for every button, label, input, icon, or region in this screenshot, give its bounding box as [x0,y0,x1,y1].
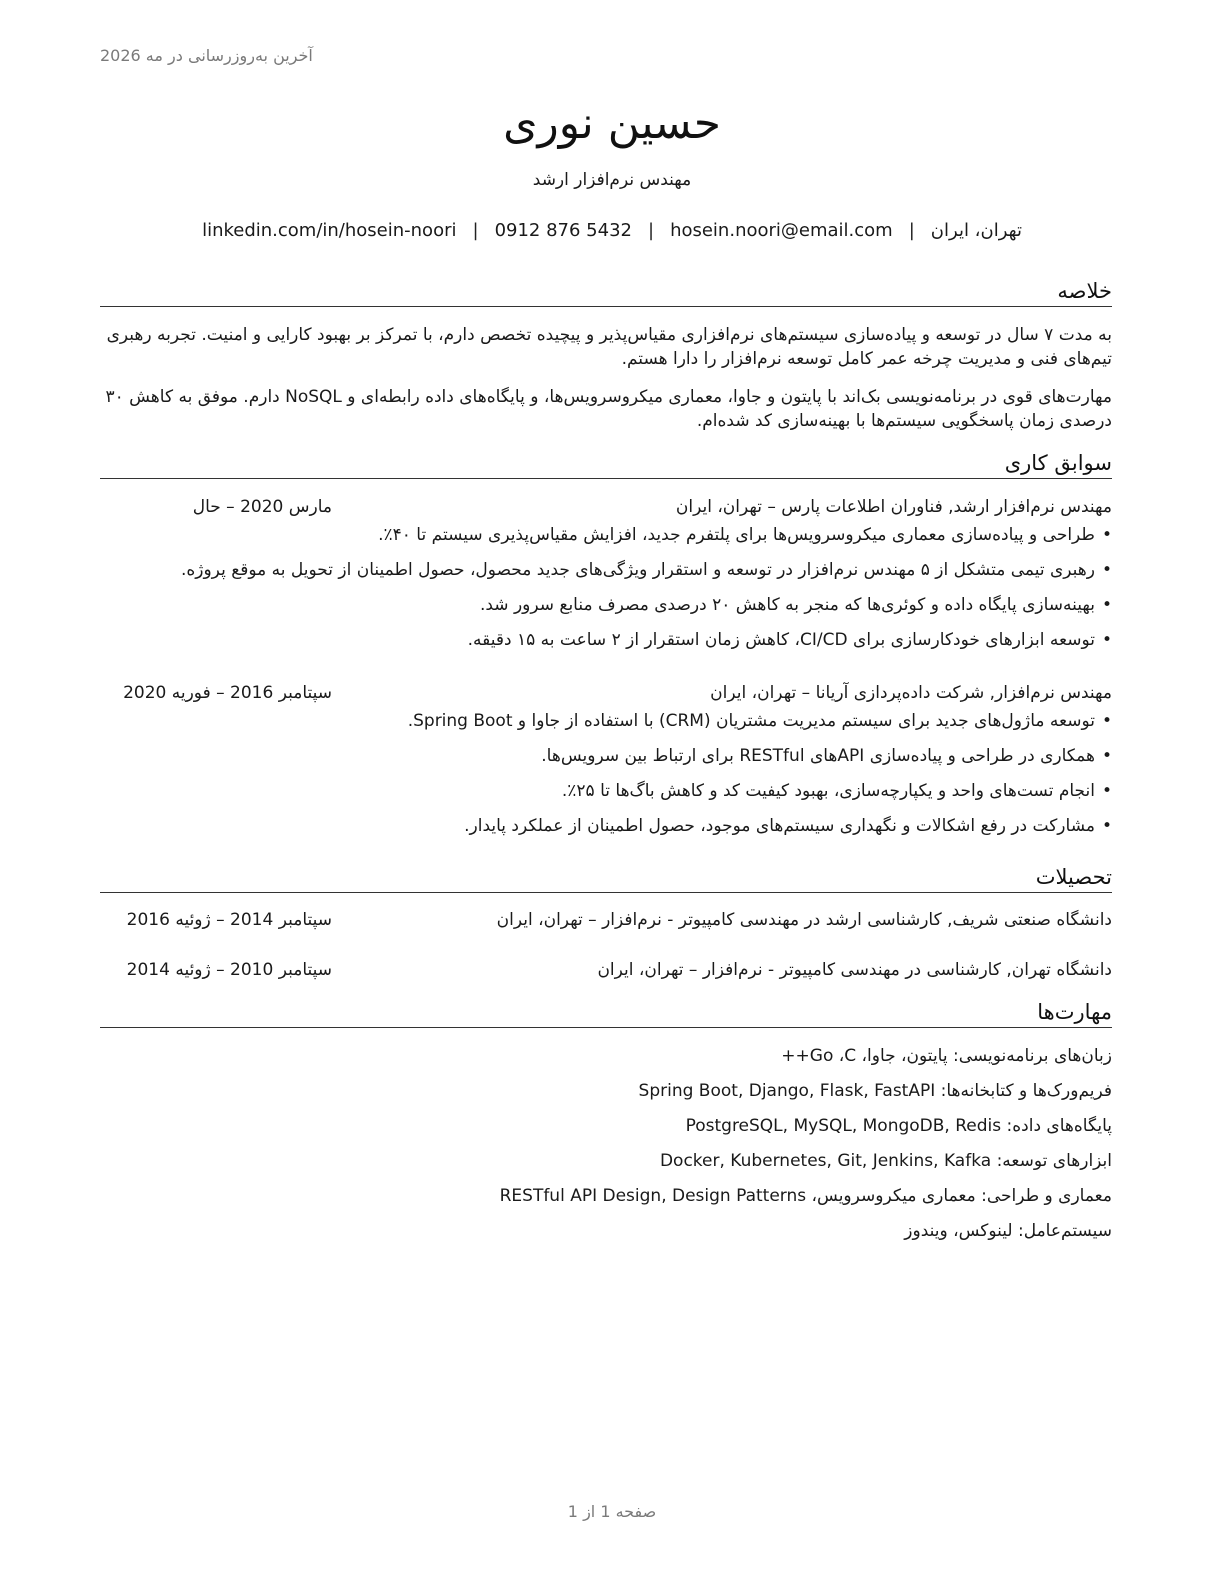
education-line: دانشگاه صنعتی شریف, کارشناسی ارشد در مهندسی کامپیوتر - نرم‌افزار – تهران، ایران [496,910,1112,930]
last-updated: آخرین به‌روزرسانی در مه 2026 [100,46,313,65]
skill-item: زبان‌های برنامه‌نویسی: پایتون، جاوا، Go ،C++ [781,1046,1112,1066]
skills-section [100,998,1112,1254]
job-title-line: مهندس نرم‌افزار ارشد, فناوران اطلاعات پارس – تهران، ایران [675,497,1112,517]
education-heading: تحصیلات [100,863,1112,893]
skills-list [100,1044,1112,1243]
job-entry [100,495,1112,652]
job-bullet: • همکاری در طراحی و پیاده‌سازی APIهای RESTful برای ارتباط بین سرویس‌ها. [100,744,1112,768]
education-dates: سپتامبر 2014 – ژوئیه 2016 [126,910,332,930]
skill-item: پایگاه‌های داده: PostgreSQL, MySQL, MongoDB, Redis [685,1116,1112,1136]
education-entry [100,958,1112,982]
contact-location: تهران، ایران [930,220,1022,241]
contact-separator: | [472,220,479,241]
summary-heading: خلاصه [100,277,1112,307]
contact-separator: | [647,220,655,241]
summary-paragraph: به مدت ۷ سال در توسعه و پیاده‌سازی سیستم‌های نرم‌افزاری مقیاس‌پذیر و پیچیده تخصص دارم، با تمرکز بر بهبود کارایی و امنیت. تجربه رهبری تیم‌های فنی و مدیریت چرخه عمر کامل توسعه نرم‌افزار را دارا هستم. [106,325,1112,369]
resume-header [0,92,1224,244]
job-title-line: مهندس نرم‌افزار, شرکت داده‌پردازی آریانا – تهران، ایران [710,683,1112,703]
summary-paragraph: مهارت‌های قوی در برنامه‌نویسی بک‌اند با پایتون و جاوا، معماری میکروسرویس‌ها، و پایگاه‌های داده رابطه‌ای و NoSQL دارم. موفق به کاهش ۳۰ درصدی زمان پاسخگویی سیستم‌ها با بهینه‌سازی کد شده‌ام. [105,387,1112,431]
page-number: صفحه 1 از 1 [567,1502,657,1521]
job-bullet: • توسعه ابزارهای خودکارسازی برای CI/CD، کاهش زمان استقرار از ۲ ساعت به ۱۵ دقیقه. [100,628,1112,652]
contact-email[interactable]: hosein.noori@email.com [670,220,893,241]
contact-separator: | [908,220,915,241]
job-bullet: • رهبری تیمی متشکل از ۵ مهندس نرم‌افزار در توسعه و استقرار ویژگی‌های جدید محصول، حصول اطمینان از تحویل به موقع پروژه. [100,558,1112,582]
contact-phone: 0912 876 5432 [494,220,632,241]
experience-section [100,449,1112,838]
job-bullet: • بهینه‌سازی پایگاه داده و کوئری‌ها که منجر به کاهش ۲۰ درصدی مصرف منابع سرور شد. [100,593,1112,617]
job-entry [100,681,1112,838]
summary-section [100,277,1112,433]
job-bullet: • مشارکت در رفع اشکالات و نگهداری سیستم‌های موجود، حصول اطمینان از عملکرد پایدار. [100,814,1112,838]
job-dates: سپتامبر 2016 – فوریه 2020 [123,683,332,703]
education-section [100,863,1112,982]
skill-item: سیستم‌عامل: لینوکس، ویندوز [904,1221,1112,1241]
education-dates: سپتامبر 2010 – ژوئیه 2014 [126,960,332,980]
job-bullets [100,523,1112,652]
person-name: حسین نوری [503,98,721,149]
contact-line [0,218,1224,244]
skill-item: معماری و طراحی: معماری میکروسرویس، RESTful API Design, Design Patterns [499,1186,1112,1206]
job-bullet: • انجام تست‌های واحد و یکپارچه‌سازی، بهبود کیفیت کد و کاهش باگ‌ها تا ۲۵٪. [100,779,1112,803]
job-header [100,681,1112,705]
contact-linkedin[interactable]: linkedin.com/in/hosein-noori [202,220,457,241]
job-header [100,495,1112,519]
education-entry [100,908,1112,932]
person-title: مهندس نرم‌افزار ارشد [532,170,692,190]
job-dates: مارس 2020 – حال [192,497,332,517]
job-bullet: • طراحی و پیاده‌سازی معماری میکروسرویس‌ها برای پلتفرم جدید، افزایش مقیاس‌پذیری سیستم تا ۴۰٪. [100,523,1112,547]
job-bullet: • توسعه ماژول‌های جدید برای سیستم مدیریت مشتریان (CRM) با استفاده از جاوا و Spring Boot. [100,709,1112,733]
skill-item: ابزارهای توسعه: Docker, Kubernetes, Git, Jenkins, Kafka [659,1151,1112,1171]
experience-heading: سوابق کاری [100,449,1112,479]
skills-heading: مهارت‌ها [100,998,1112,1028]
education-line: دانشگاه تهران, کارشناسی در مهندسی کامپیوتر - نرم‌افزار – تهران، ایران [597,960,1112,980]
skill-item: فریم‌ورک‌ها و کتابخانه‌ها: Spring Boot, Django, Flask, FastAPI [638,1081,1112,1101]
job-bullets [100,709,1112,838]
